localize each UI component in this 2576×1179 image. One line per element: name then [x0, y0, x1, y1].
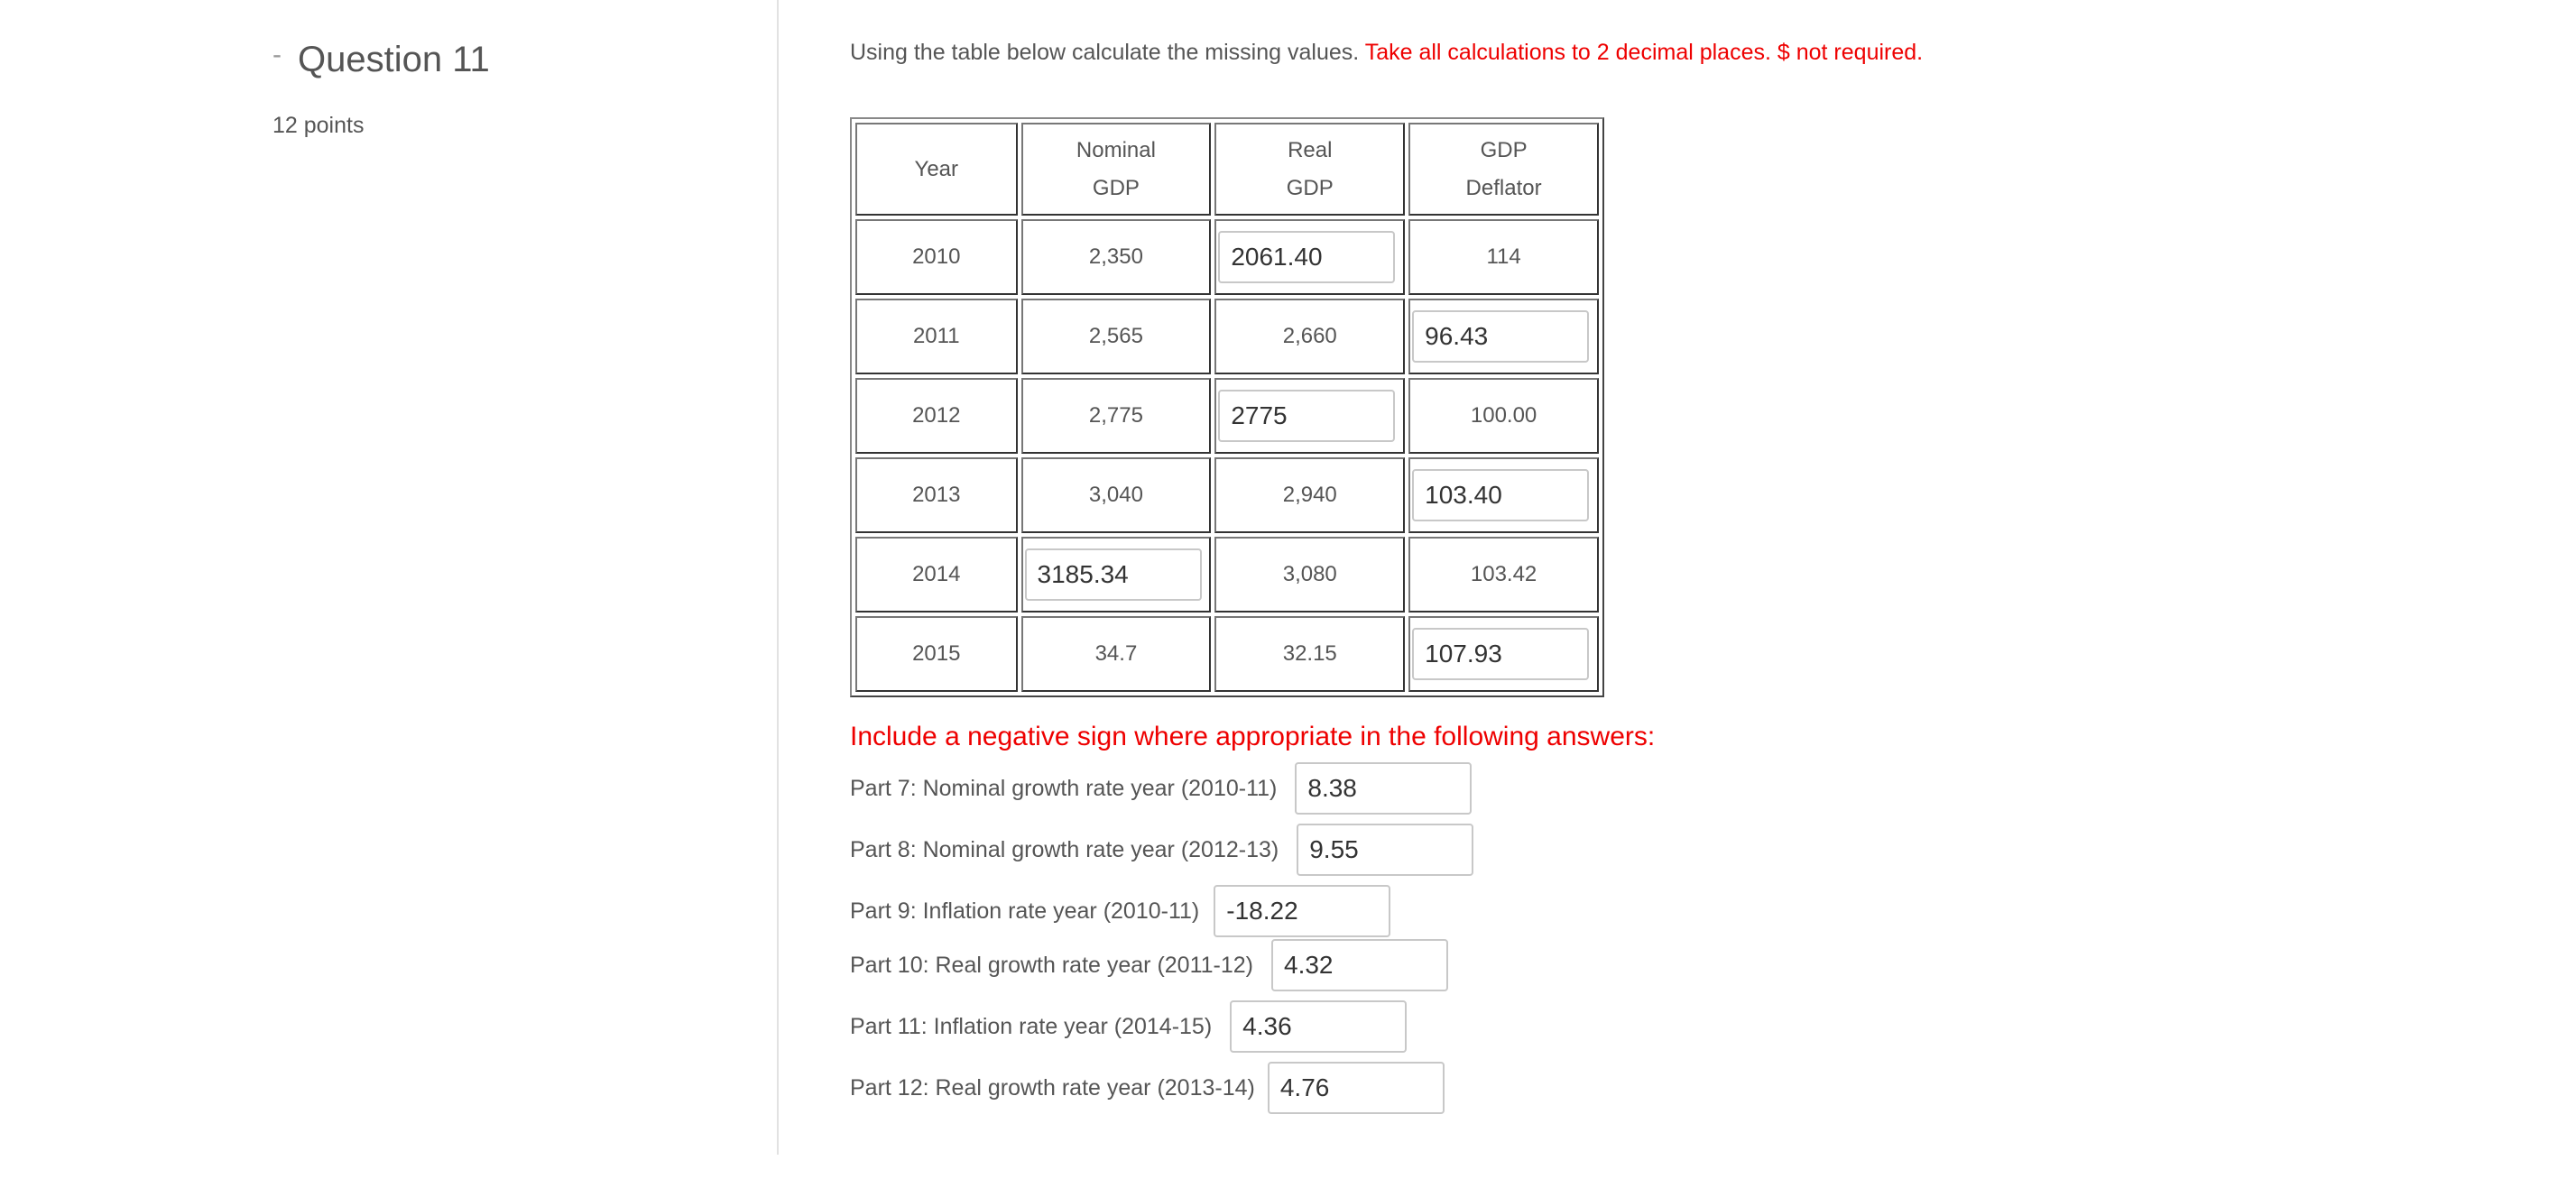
deflator-2013-input[interactable] — [1412, 469, 1589, 521]
cell-nominal: 3,040 — [1021, 457, 1212, 533]
cell-deflator-input-container — [1408, 299, 1599, 374]
part-8-label: Part 8: Nominal growth rate year (2012-13) — [850, 836, 1279, 862]
part-9-label: Part 9: Inflation rate year (2010-11) — [850, 898, 1200, 924]
header-gdp-deflator — [1408, 123, 1599, 216]
part-11-input[interactable] — [1230, 1000, 1407, 1053]
part-10-label: Part 10: Real growth rate year (2011-12) — [850, 952, 1253, 978]
part-9-row — [850, 885, 1390, 937]
cell-nominal: 2,775 — [1021, 378, 1212, 454]
header-real-gdp — [1214, 123, 1405, 216]
deflator-2015-input[interactable] — [1412, 628, 1589, 680]
nominal-gdp-2014-input[interactable] — [1025, 548, 1202, 601]
instructions-warning: Take all calculations to 2 decimal places. $ not required. — [1364, 40, 1924, 65]
cell-deflator: 103.42 — [1408, 537, 1599, 613]
part-10-input[interactable] — [1271, 939, 1448, 991]
part-12-label: Part 12: Real growth rate year (2013-14) — [850, 1074, 1255, 1101]
header-nominal-gdp — [1021, 123, 1212, 216]
real-gdp-2012-input[interactable] — [1218, 390, 1395, 442]
cell-real-input-container — [1214, 378, 1405, 454]
cell-year: 2010 — [855, 219, 1018, 295]
cell-year: 2015 — [855, 616, 1018, 692]
cell-real: 3,080 — [1214, 537, 1405, 613]
header-nominal-line-1: Nominal — [1076, 137, 1156, 162]
cell-deflator: 114 — [1408, 219, 1599, 295]
question-title: Question 11 — [298, 40, 490, 79]
part-7-input[interactable] — [1295, 762, 1472, 815]
cell-nominal: 2,350 — [1021, 219, 1212, 295]
cell-real-input-container — [1214, 219, 1405, 295]
header-nominal-line-2: GDP — [1092, 175, 1140, 200]
cell-nominal: 2,565 — [1021, 299, 1212, 374]
column-divider — [777, 0, 779, 1155]
cell-deflator: 100.00 — [1408, 378, 1599, 454]
question-meta — [272, 40, 490, 139]
cell-year: 2011 — [855, 299, 1018, 374]
cell-deflator-input-container — [1408, 616, 1599, 692]
header-year-line: Year — [914, 156, 959, 181]
part-11-row — [850, 1000, 1407, 1053]
table-row — [855, 378, 1599, 454]
cell-nominal: 34.7 — [1021, 616, 1212, 692]
header-deflator-line-1: GDP — [1480, 137, 1528, 162]
header-real-line-2: GDP — [1286, 175, 1334, 200]
cell-real: 2,660 — [1214, 299, 1405, 374]
cell-nominal-input-container — [1021, 537, 1212, 613]
header-real-line-1: Real — [1288, 137, 1333, 162]
question-header — [272, 40, 490, 80]
real-gdp-2010-input[interactable] — [1218, 231, 1395, 283]
deflator-2011-input[interactable] — [1412, 310, 1589, 363]
question-points: 12 points — [272, 113, 365, 138]
cell-real: 32.15 — [1214, 616, 1405, 692]
part-7-label: Part 7: Nominal growth rate year (2010-11) — [850, 775, 1278, 801]
header-deflator-line-2: Deflator — [1465, 175, 1542, 200]
instructions — [850, 40, 1923, 66]
collapse-toggle-icon[interactable]: - — [272, 39, 282, 69]
table-row — [855, 457, 1599, 533]
table-row — [855, 219, 1599, 295]
instructions-text: Using the table below calculate the missing values. — [850, 40, 1360, 65]
part-12-input[interactable] — [1268, 1062, 1445, 1114]
cell-deflator-input-container — [1408, 457, 1599, 533]
part-8-input[interactable] — [1297, 824, 1473, 876]
part-7-row — [850, 762, 1472, 815]
negative-sign-note: Include a negative sign where appropriate in the following answers: — [850, 722, 1656, 751]
table-row — [855, 299, 1599, 374]
cell-year: 2014 — [855, 537, 1018, 613]
part-10-row — [850, 939, 1448, 991]
part-9-input[interactable] — [1214, 885, 1390, 937]
cell-year: 2012 — [855, 378, 1018, 454]
gdp-table — [850, 117, 1604, 697]
part-12-row — [850, 1062, 1445, 1114]
table-row — [855, 537, 1599, 613]
header-year — [855, 123, 1018, 216]
part-11-label: Part 11: Inflation rate year (2014-15) — [850, 1013, 1213, 1039]
table-row — [855, 616, 1599, 692]
cell-year: 2013 — [855, 457, 1018, 533]
cell-real: 2,940 — [1214, 457, 1405, 533]
gdp-table-header-row — [855, 123, 1599, 216]
part-8-row — [850, 824, 1473, 876]
